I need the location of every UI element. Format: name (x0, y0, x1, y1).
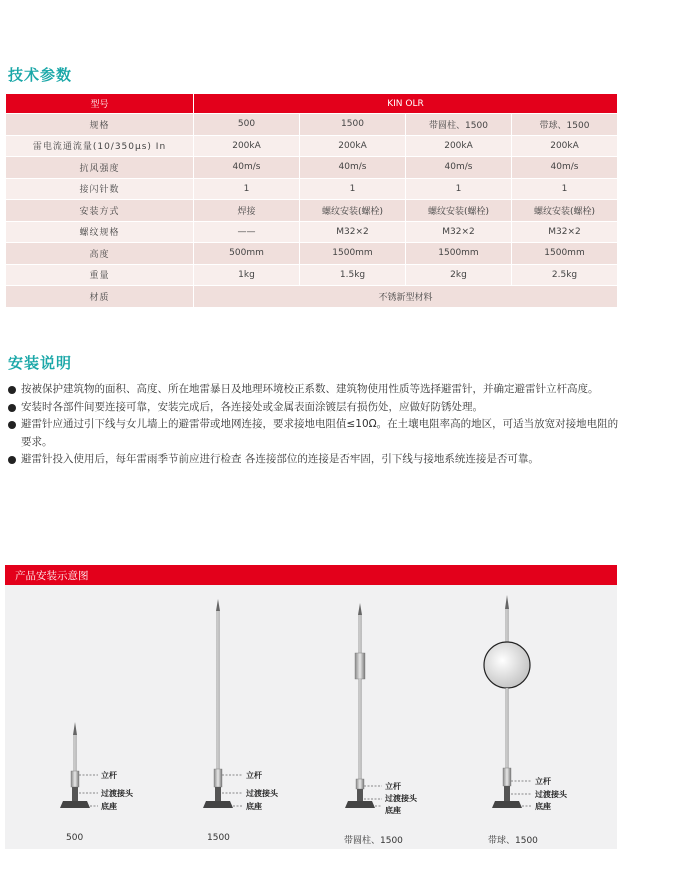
rod-adapter (71, 771, 79, 787)
label-adapter: 过渡接头 (535, 790, 567, 799)
table-cell: M32×2 (512, 221, 618, 243)
table-cell: 1500mm (406, 243, 512, 265)
row-label: 抗风强度 (6, 157, 194, 179)
rod-tip (505, 595, 509, 609)
table-row (6, 135, 618, 157)
table-cell: M32×2 (300, 221, 406, 243)
rod-base (60, 801, 90, 808)
tech-params-title: 技术参数 (8, 66, 73, 84)
bullet-icon (8, 404, 16, 412)
row-label: 高度 (6, 243, 194, 265)
list-item: 避雷针投入使用后，每年雷雨季节前应进行检查 各连接部位的连接是否牢固，引下线与接地系统连接是否可靠。 (8, 451, 620, 469)
table-cell: —— (194, 221, 300, 243)
rod-adapter (214, 769, 222, 787)
rod-pole (74, 735, 77, 771)
table-cell: 2.5kg (512, 264, 618, 286)
rod-neck (357, 789, 363, 801)
bullet-icon (8, 386, 16, 394)
table-cell: 1.5kg (300, 264, 406, 286)
rod-pole (506, 688, 509, 768)
table-cell: 螺纹安装(螺栓) (406, 200, 512, 222)
label-pole: 立杆 (385, 782, 401, 791)
install-diagram-svg (5, 585, 617, 849)
caption-1500: 1500 (207, 833, 230, 843)
install-title: 安装说明 (8, 354, 73, 372)
diagram-title: 产品安装示意图 (15, 570, 89, 582)
caption-cylinder-1500: 带圆柱、1500 (344, 836, 403, 846)
rod-adapter (356, 779, 364, 789)
table-row (6, 221, 618, 243)
label-pole: 立杆 (535, 777, 551, 786)
header-model: KIN OLR (194, 94, 618, 114)
table-cell: 40m/s (406, 157, 512, 179)
table-cell: 200kA (194, 135, 300, 157)
row-label: 安装方式 (6, 200, 194, 222)
table-cell: 1 (194, 178, 300, 200)
rod-neck (72, 787, 78, 801)
row-label: 材质 (6, 286, 194, 308)
header-label: 型号 (6, 94, 194, 114)
table-cell: 1500 (300, 114, 406, 136)
bullet-icon (8, 456, 16, 464)
caption-ball-1500: 带球、1500 (488, 836, 538, 846)
label-adapter: 过渡接头 (385, 794, 417, 803)
caption-500: 500 (66, 833, 84, 843)
rod-neck (504, 786, 510, 801)
label-base: 底座 (101, 802, 117, 811)
label-adapter: 过渡接头 (246, 789, 278, 798)
table-cell: 1 (300, 178, 406, 200)
table-cell: M32×2 (406, 221, 512, 243)
row-label: 雷电流通流量(10/350μs) In (6, 135, 194, 157)
label-pole: 立杆 (101, 771, 117, 780)
spec-table (5, 93, 618, 308)
rod-tip (216, 599, 220, 611)
rod-1500 (203, 599, 279, 811)
table-cell: 40m/s (512, 157, 618, 179)
rod-pole-upper (506, 609, 509, 645)
table-cell: 500 (194, 114, 300, 136)
rod-pole (359, 679, 362, 779)
rod-adapter (503, 768, 511, 786)
row-label: 螺纹规格 (6, 221, 194, 243)
bullet-icon (8, 421, 16, 429)
label-adapter: 过渡接头 (101, 789, 133, 798)
table-cell: 焊接 (194, 200, 300, 222)
table-cell: 200kA (300, 135, 406, 157)
table-cell: 1kg (194, 264, 300, 286)
rod-tip (73, 722, 77, 735)
rod-neck (215, 787, 221, 801)
table-row (6, 286, 618, 308)
table-cell: 40m/s (300, 157, 406, 179)
table-row (6, 264, 618, 286)
table-cell: 带圆柱、1500 (406, 114, 512, 136)
list-item: 安装时各部件间要连接可靠，安装完成后，各连接处或金属表面涂镀层有损伤处，应做好防锈处理。 (8, 399, 620, 417)
table-row (6, 200, 618, 222)
table-cell: 1500mm (300, 243, 406, 265)
label-base: 底座 (246, 802, 262, 811)
table-row (6, 157, 618, 179)
table-row (6, 114, 618, 136)
list-item: 按被保护建筑物的面积、高度、所在地雷暴日及地理环境校正系数、建筑物使用性质等选择避雷针，并确定避雷针立杆高度。 (8, 381, 620, 399)
ball-icon (484, 642, 530, 688)
rod-base (345, 801, 375, 808)
table-cell: 1500mm (512, 243, 618, 265)
rod-500 (60, 722, 134, 811)
row-label: 接闪针数 (6, 178, 194, 200)
table-cell: 带球、1500 (512, 114, 618, 136)
rod-base (492, 801, 522, 808)
table-cell: 500mm (194, 243, 300, 265)
label-base: 底座 (535, 802, 551, 811)
label-base: 底座 (385, 806, 401, 815)
table-row (6, 178, 618, 200)
install-notes (8, 381, 620, 469)
rod-pole-upper (359, 615, 362, 653)
table-row (6, 243, 618, 265)
table-cell: 200kA (512, 135, 618, 157)
table-cell: 不锈新型材料 (194, 286, 618, 308)
list-item: 避雷针应通过引下线与女儿墙上的避雷带或地网连接，要求接地电阻值≤10Ω。在土壤电阻率高的地区，可适当放宽对接地电阻的要求。 (8, 416, 620, 451)
row-label: 规格 (6, 114, 194, 136)
rod-ball-1500 (484, 595, 568, 811)
diagram-panel (5, 585, 617, 849)
table-cell: 螺纹安装(螺栓) (512, 200, 618, 222)
rod-base (203, 801, 233, 808)
table-cell: 2kg (406, 264, 512, 286)
table-cell: 40m/s (194, 157, 300, 179)
rod-cylinder-1500 (345, 603, 418, 815)
diagram-header (5, 565, 617, 585)
rod-tip (358, 603, 362, 615)
table-header-row (6, 94, 618, 114)
table-cell: 1 (512, 178, 618, 200)
table-cell: 螺纹安装(螺栓) (300, 200, 406, 222)
rod-pole (217, 611, 220, 769)
table-cell: 1 (406, 178, 512, 200)
label-pole: 立杆 (246, 771, 262, 780)
cylinder-icon (355, 653, 365, 679)
table-cell: 200kA (406, 135, 512, 157)
row-label: 重量 (6, 264, 194, 286)
